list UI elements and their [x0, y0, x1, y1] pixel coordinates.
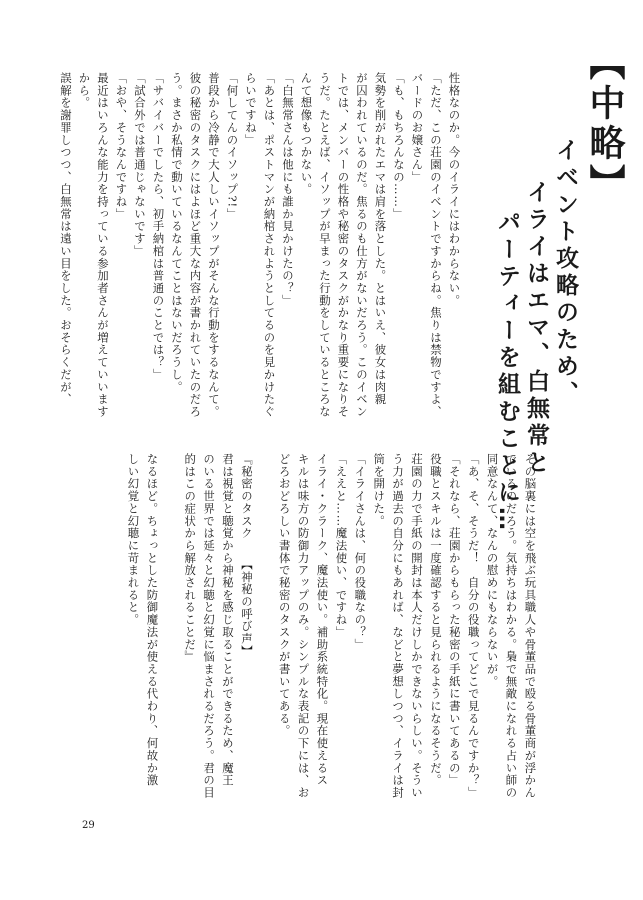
- text-column: 気勢を削がれたエマは肩を落とした。とはいえ、彼女は肉親: [373, 72, 388, 406]
- text-column: 誤解を謝罪しつつ、白無常は遠い目をした。おそらくだが、: [58, 72, 73, 406]
- text-column: 最近はいろんな能力を持っている参加者さんが増えていいます: [95, 72, 110, 418]
- text-column: から。: [77, 72, 92, 110]
- text-column: しい幻覚と幻聴に苛まれると。: [126, 453, 141, 626]
- text-column: 同意なんて、なんの慰めにもならないが。: [485, 453, 500, 688]
- text-column: バードのお嬢さん」: [410, 72, 425, 184]
- text-column: どろおどろしい書体で秘密のタスクが書いてある。: [277, 453, 292, 738]
- chapter-tag: 【中略】: [584, 44, 625, 204]
- text-column: 「ただ、この荘園のイベントですからね。焦りは禁物ですよ、: [428, 72, 443, 418]
- text-column: う力が過去の自分にもあれば、などと夢想しつつ、イライは封: [391, 453, 406, 799]
- text-column: 「イライさんは、何の役職なの？」: [353, 453, 368, 651]
- text-column: 「おや、そうなんですね」: [114, 72, 129, 221]
- text-column: トでは、メンバーの性格や秘密のタスクがかなり重要になりそ: [336, 72, 351, 418]
- heading-line: イライはエマ、白無常と: [523, 180, 549, 477]
- text-column: らいですね」: [243, 72, 258, 147]
- text-column: 「ええと……魔法使い、ですね」: [334, 453, 349, 639]
- text-column: その脳裏には空を飛ぶ玩具職人や骨董品で殴る骨董商が浮かん: [523, 453, 538, 799]
- text-column: んて想像もつかない。: [299, 72, 314, 196]
- text-column: 「白無常さんは他にも誰か見かけたの？」: [280, 72, 295, 307]
- text-column: 性格なのか。今のイライにはわからない。: [447, 72, 462, 307]
- text-column: 筒を開けた。: [372, 453, 387, 528]
- text-column: う。まさか私情で動いているなんてことはないだろうし。: [169, 72, 184, 394]
- text-column: 「何してんのイソップ?!」: [225, 72, 240, 221]
- text-column: キルは味方の防御力アップのみ。シンプルな表記の下には、お: [296, 453, 311, 799]
- text-column: 「あとは、ポストマンが納棺されようとしてるのを見かけたぐ: [262, 72, 277, 418]
- text-column: 『秘密のタスク 【神秘の呼び声】: [239, 453, 254, 658]
- text-column: なるほど。ちょっとした防御魔法が使える代わり、何故か激: [145, 453, 160, 787]
- text-column: 「試合外では普通じゃないです」: [132, 72, 147, 258]
- text-column: 「サバイバーでしたら、初手納棺は普通のことでは？」: [151, 72, 166, 381]
- text-column: 普段から冷静で大人しいイソップがそんな行動をするなんて。: [206, 72, 221, 418]
- text-column: のいる世界では延々と幻聴と幻覚に悩まされるだろう。君の目: [202, 453, 217, 799]
- page-number: 29: [82, 820, 95, 831]
- text-column: 彼の秘密のタスクにはよほど重大な内容が書かれていたのだろ: [188, 72, 203, 418]
- heading-line: パーティーを組むことに…: [494, 210, 520, 534]
- text-column: 役職とスキルは一度確認すると見られるようになるそうだ。: [428, 453, 443, 787]
- text-column: 「それなら、荘園からもらった秘密の手紙に書いてあるの」: [447, 453, 462, 787]
- text-column: イライ・クラーク、魔法使い。補助系統特化。現在使えるス: [315, 453, 330, 787]
- text-column: 的はこの症状から解放されることだ』: [183, 453, 198, 663]
- text-column: 「あ、そ、そうだ！ 自分の役職ってどこで見るんですか？」: [466, 453, 481, 799]
- text-column: 「も、もちろんなの……」: [391, 72, 406, 221]
- heading-line: イベント攻略のため、: [552, 138, 578, 408]
- text-column: が囚われているのだ。焦るのも仕方がないだろう。このイベン: [354, 72, 369, 418]
- text-column: でいるのだろう。気持ちはわかる。梟で無敵になれる占い師の: [504, 453, 519, 799]
- text-column: 君は視覚と聴覚から神秘を感じ取ることができるため、魔王: [221, 453, 235, 787]
- text-column: うだ。たとえば、イソップが早まった行動をしているところな: [317, 72, 332, 418]
- text-column: 荘園の力で手紙の開封は本人だけしかできないらしい。そうい: [410, 453, 424, 799]
